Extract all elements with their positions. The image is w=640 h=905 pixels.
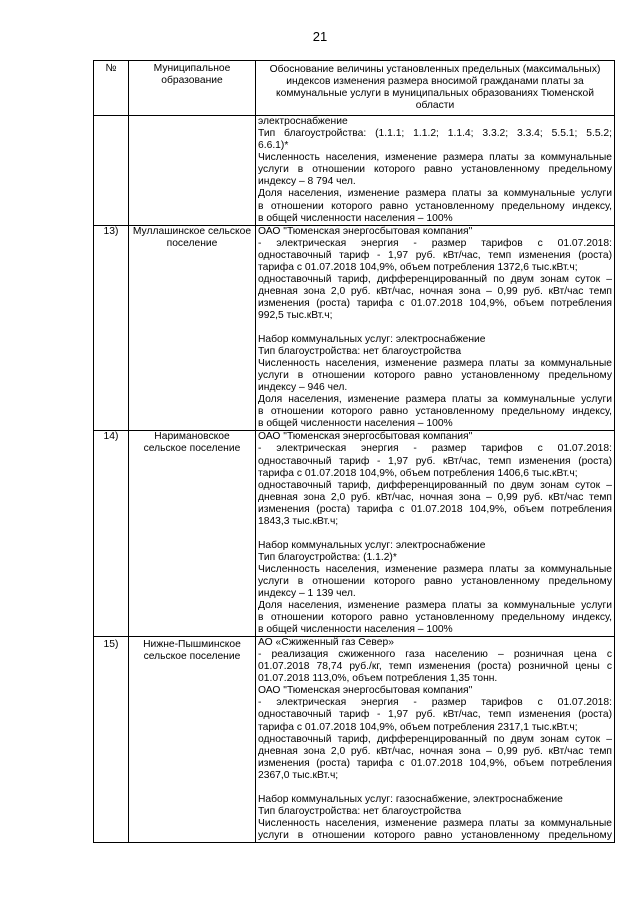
text-line: в общей численности населения – 100% — [258, 624, 453, 636]
table-header-row — [94, 61, 615, 116]
table-row — [94, 116, 615, 225]
row-municipality — [129, 116, 256, 225]
text-line: дневная зона 2,0 руб. кВт/час, ночная зона – 0,99 руб. кВт/час темп — [258, 285, 612, 297]
header-justification: Обоснование величины установленных предельных (максимальных) индексов изменения размера вносимой гражданами платы за коммунальные услуги в муниципальных образованиях Тюменской области — [256, 61, 615, 116]
text-line: тарифа с 01.07.2018 104,9%, объем потребления 1372,6 тыс.кВт.ч; — [258, 261, 578, 273]
header-municipality: Муниципальное образование — [129, 61, 256, 116]
table-row — [94, 431, 615, 637]
blank-line — [258, 782, 612, 794]
blank-line — [258, 528, 612, 540]
text-line: 01.07.2018 113,0%, объем потребления 1,35 тонн. — [258, 673, 498, 685]
text-line: одноставочный тариф - 1,97 руб. кВт/час, темп изменения (роста) — [258, 709, 612, 721]
text-line: одноставочный тариф - 1,97 руб. кВт/час, темп изменения (роста) — [258, 249, 612, 261]
text-line: ОАО "Тюменская энергосбытовая компания" — [258, 431, 473, 443]
text-line: 6.6.1)* — [258, 140, 289, 152]
text-line: - реализация сжиженного газа населению – розничная цена с — [258, 649, 612, 661]
text-line: Тип благоустройства: нет благоустройства — [258, 805, 462, 817]
text-line: услуги в отношении которого равно установленному предельному — [258, 370, 612, 382]
text-line: индексу – 946 чел. — [258, 382, 348, 394]
row-number: 15) — [94, 637, 129, 843]
text-line: в отношении которого равно установленному предельному индексу, — [258, 200, 612, 212]
text-line: Тип благоустройства: (1.1.1; 1.1.2; 1.1.4; 3.3.2; 3.3.4; 5.5.1; 5.5.2; — [258, 128, 612, 140]
page-number: 21 — [312, 29, 328, 44]
table-row — [94, 225, 615, 431]
text-line: Численность населения, изменение размера платы за коммунальные — [258, 358, 612, 370]
row-number — [94, 116, 129, 225]
row-justification — [256, 431, 615, 637]
text-line: индексу – 8 794 чел. — [258, 176, 356, 188]
text-line: индексу – 1 139 чел. — [258, 588, 356, 600]
row-municipality: Нижне-Пышминское сельское поселение — [129, 637, 256, 843]
indices-table — [93, 60, 615, 843]
row-municipality: Муллашинское сельское поселение — [129, 225, 256, 431]
text-line: в общей численности населения – 100% — [258, 418, 453, 430]
row-justification — [256, 225, 615, 431]
text-line: Численность населения, изменение размера платы за коммунальные — [258, 817, 612, 829]
text-line: дневная зона 2,0 руб. кВт/час, ночная зона – 0,99 руб. кВт/час темп — [258, 491, 612, 503]
text-line: дневная зона 2,0 руб. кВт/час, ночная зона – 0,99 руб. кВт/час темп — [258, 745, 612, 757]
text-line: в общей численности населения – 100% — [258, 212, 453, 224]
text-line: Доля населения, изменение размера платы за коммунальные услуги — [258, 188, 612, 200]
text-line: Набор коммунальных услуг: электроснабжение — [258, 334, 486, 346]
text-line: в отношении которого равно установленному предельному индексу, — [258, 612, 612, 624]
text-line: электроснабжение — [258, 116, 348, 128]
row-municipality: Наримановское сельское поселение — [129, 431, 256, 637]
text-line: Доля населения, изменение размера платы за коммунальные услуги — [258, 394, 612, 406]
row-justification — [256, 637, 615, 843]
text-line: 992,5 тыс.кВт.ч; — [258, 309, 333, 321]
text-line: одноставочный тариф, дифференцированный по двум зонам суток – — [258, 479, 612, 491]
row-justification — [256, 116, 615, 225]
text-line: АО «Сжиженный газ Север» — [258, 637, 394, 649]
text-line: услуги в отношении которого равно установленному предельному — [258, 164, 612, 176]
row-number: 14) — [94, 431, 129, 637]
text-line: 2367,0 тыс.кВт.ч; — [258, 769, 339, 781]
text-line: ОАО "Тюменская энергосбытовая компания" — [258, 685, 473, 697]
text-line: услуги в отношении которого равно установленному предельному — [258, 575, 612, 587]
text-line: тарифа с 01.07.2018 104,9%, объем потребления 1406,6 тыс.кВт.ч; — [258, 467, 578, 479]
text-line: Набор коммунальных услуг: газоснабжение, электроснабжение — [258, 793, 563, 805]
row-number: 13) — [94, 225, 129, 431]
text-line: изменения (роста) тарифа с 01.07.2018 104,9%, объем потребления — [258, 503, 612, 515]
table-body — [94, 116, 615, 843]
text-line: в отношении которого равно установленному предельному индексу, — [258, 406, 612, 418]
text-line: ОАО "Тюменская энергосбытовая компания" — [258, 225, 473, 237]
text-line: одноставочный тариф - 1,97 руб. кВт/час, темп изменения (роста) — [258, 455, 612, 467]
text-line: изменения (роста) тарифа с 01.07.2018 104,9%, объем потребления — [258, 757, 612, 769]
table-row — [94, 637, 615, 843]
text-line: Тип благоустройства: (1.1.2)* — [258, 551, 397, 563]
text-line: Численность населения, изменение размера платы за коммунальные — [258, 152, 612, 164]
text-line: одноставочный тариф, дифференцированный по двум зонам суток – — [258, 273, 612, 285]
text-line: Доля населения, изменение размера платы за коммунальные услуги — [258, 600, 612, 612]
text-line: Численность населения, изменение размера платы за коммунальные — [258, 563, 612, 575]
text-line: - электрическая энергия - размер тарифов с 01.07.2018: — [258, 237, 612, 249]
text-line: одноставочный тариф, дифференцированный по двум зонам суток – — [258, 733, 612, 745]
text-line: тарифа с 01.07.2018 104,9%, объем потребления 2317,1 тыс.кВт.ч; — [258, 721, 578, 733]
text-line: - электрическая энергия - размер тарифов с 01.07.2018: — [258, 697, 612, 709]
text-line: изменения (роста) тарифа с 01.07.2018 104,9%, объем потребления — [258, 297, 612, 309]
text-line: Тип благоустройства: нет благоустройства — [258, 346, 462, 358]
text-line: услуги в отношении которого равно установленному предельному — [258, 829, 612, 841]
text-line: 01.07.2018 78,74 руб./кг, темп изменения (роста) розничной цены с — [258, 661, 612, 673]
text-line: Набор коммунальных услуг: электроснабжение — [258, 539, 486, 551]
text-line: - электрическая энергия - размер тарифов с 01.07.2018: — [258, 443, 612, 455]
blank-line — [258, 322, 612, 334]
header-number: № — [94, 61, 129, 116]
text-line: 1843,3 тыс.кВт.ч; — [258, 515, 339, 527]
